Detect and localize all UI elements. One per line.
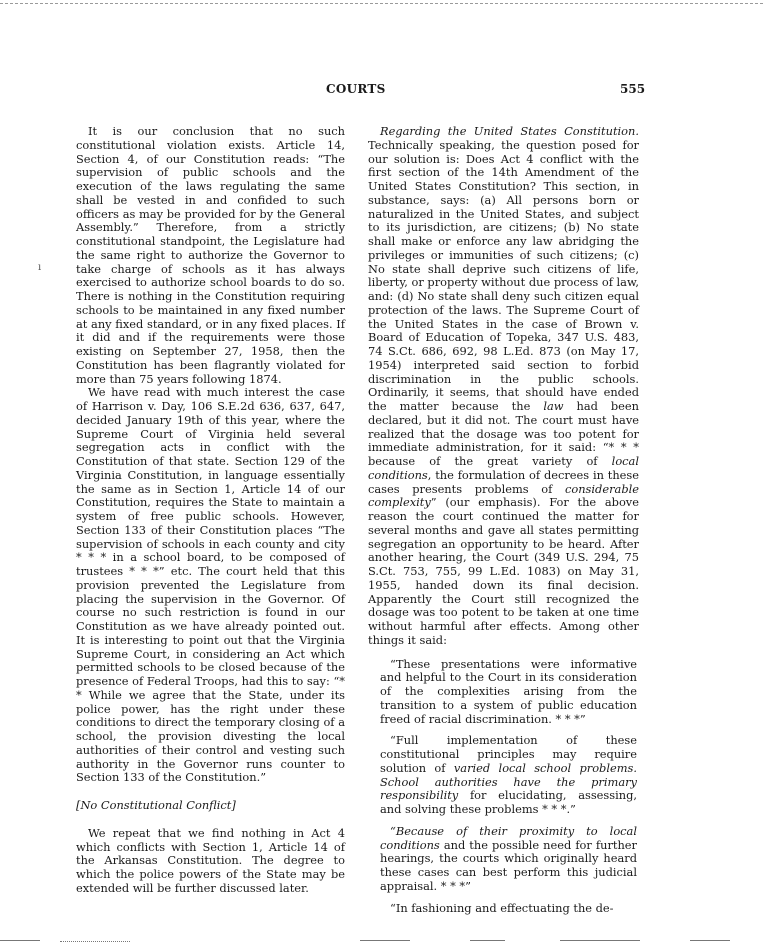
- page-number: 555: [620, 82, 646, 96]
- section-heading-no-constitutional-conflict: [No Constitutional Conflict]: [76, 798, 236, 812]
- scan-edge-bottom-1: [0, 940, 40, 941]
- quote-3: [380, 825, 637, 894]
- right-paragraph-1: [368, 125, 639, 648]
- scan-edge-top: [0, 3, 763, 4]
- quote-2: [380, 734, 637, 817]
- quote-3-text: and the possible need for further hearings, the courts which originally heard these cases can best perform this judicial appraisal. * * *”: [380, 837, 637, 893]
- running-head-title: COURTS: [326, 82, 386, 96]
- right-paragraph-1-text-c: , the formulation of decrees in these cases presents problems of: [368, 467, 639, 496]
- right-column: [368, 125, 639, 915]
- scan-edge-bottom-6: [690, 940, 730, 941]
- quote-1: “These presentations were informative and helpful to the Court in its consideration of the complexities arising from the transition to a system of public education freed of racial discrimination. * * *”: [380, 656, 637, 726]
- emphasis-proximity: “Because of their proximity to local conditions: [380, 823, 637, 852]
- left-column: [76, 125, 345, 896]
- scan-edge-bottom-5: [560, 940, 640, 941]
- left-paragraph-2: We have read with much interest the case of Harrison v. Day, 106 S.E.2d 636, 637, 647, decided January 19th of this year, where the Supreme Court of Virginia held several segregation acts in conflict with the Constitution of that state. Section 129 of the Virginia Constitution, in language essentially the same as in Section 1, Article 14 of our Constitution, requires the State to maintain a system of free public schools. However, Section 133 of their Constitution places “The supervision of schools in each county and city * * * in a school board, to be composed of trustees * * *” etc. The court held that this provision prevented the Legislature from placing the supervision in the Governor. Of course no such restriction is found in our Constitution as we have already pointed out. It is interesting to point out that the Virginia Supreme Court, in considering an Act which permitted schools to be closed because of the presence of Federal Troops, had this to say: “* * While we agree that the State, under its police power, has the right under these conditions to direct the temporary closing of a school, the provision divesting the local authorities of their control and vesting such authority in the Governor runs counter to Section 133 of the Constitution.”: [76, 385, 345, 785]
- right-paragraph-1-text-b: had been declared, but it did not. The court must have realized that the dosage was too potent for immediate administration, for it said: “* * * because of the great variety of: [368, 399, 639, 468]
- left-paragraph-1: It is our conclusion that no such constitutional violation exists. Article 14, Section 4, of our Constitution reads: “The supervision of public schools and the execution of the laws regulating the same shall be vested in and confided to such officers as may be provided for by the General Assembly.” Therefore, from a strictly constitutional standpoint, the Legislature had the same right to authorize the Governor to take charge of schools as it has always exercised to authorize school boards to do so. There is nothing in the Constitution requiring schools to be maintained in any fixed number at any fixed standard, or in any fixed places. If it did and if the requirements were those existing on September 27, 1958, then the Constitution has been flagrantly violated for more than 75 years following 1874.: [76, 124, 345, 386]
- section-heading-us-constitution: Regarding the United States Constitution.: [380, 124, 639, 138]
- emphasis-school-problems: varied local school problems. School authorities have the primary responsibility: [380, 760, 637, 803]
- quote-2-text-a: “Full implementation of these constitutional principles may require solution of: [380, 733, 637, 775]
- margin-tick: ı: [38, 262, 42, 273]
- running-head: [0, 82, 763, 98]
- scan-edge-bottom-3: [360, 940, 410, 941]
- emphasis-local-conditions: local conditions: [368, 454, 639, 482]
- right-paragraph-1-text-d: ” (our emphasis). For the above reason the court continued the matter for several months and gave all states permitting segregation an opportunity to be heard. After another hearing, the Court (349 U.S. 294, 75 S.Ct. 753, 755, 99 L.Ed. 1083) on May 31, 1955, handed down its final decision. Apparently the Court still recognized the dosage was too potent to be taken at one time without harmful after effects. Among other things it said:: [368, 495, 639, 647]
- quotation-block: [380, 658, 637, 916]
- quote-4: “In fashioning and effectuating the de-: [390, 900, 614, 915]
- quote-2-text-b: for elucidating, assessing, and solving these problems * * *.”: [380, 788, 637, 816]
- scan-edge-bottom-2: [60, 941, 130, 942]
- emphasis-law: law: [543, 399, 564, 413]
- scan-edge-bottom-4: [470, 940, 505, 941]
- left-paragraph-3: We repeat that we find nothing in Act 4 which conflicts with Section 1, Article 14 of the Arkansas Constitution. The degree to which the police powers of the State may be extended will be further discussed later.: [76, 825, 345, 895]
- right-paragraph-1-text-a: Technically speaking, the question posed for our solution is: Does Act 4 conflict with the first section of the 14th Amendment of the United States Constitution? This section, in substance, says: (a) All persons born or naturalized in the United States, and subject to its jurisdiction, are citizens; (b) No state shall make or enforce any law abridging the privileges or immunities of such citizens; (c) No state shall deprive such citizens of life, liberty, or property without due process of law, and: (d) No state shall deny such citizen equal protection of the laws. The Supreme Court of the United States in the case of Brown v. Board of Education of Topeka, 347 U.S. 483, 74 S.Ct. 686, 692, 98 L.Ed. 873 (on May 17, 1954) interpreted said section to forbid discrimination in the public schools. Ordinarily, it seems, that should have ended the matter because the: [368, 137, 639, 413]
- emphasis-considerable-complexity: considerable complexity: [368, 481, 639, 510]
